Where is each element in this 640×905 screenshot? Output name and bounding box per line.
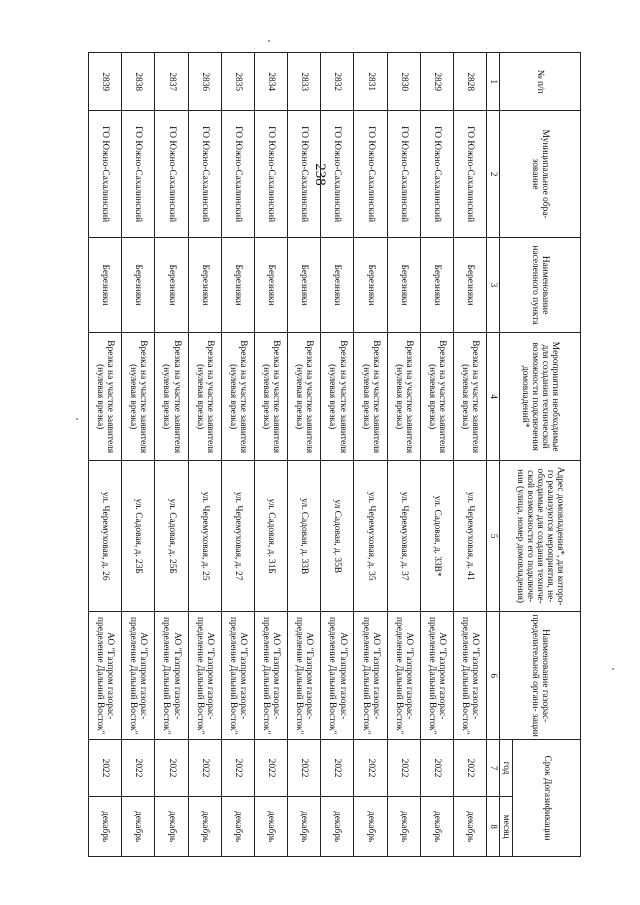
row-organization: АО "Газпром газорас- пределение Дальний Восток"	[387, 612, 420, 740]
header-deadline: Срок Догазификации	[513, 739, 581, 856]
row-number: 2834	[254, 53, 287, 111]
table-row	[188, 53, 221, 857]
row-number: 2837	[155, 53, 188, 111]
table-row	[288, 53, 321, 857]
row-year: 2022	[122, 739, 155, 796]
header-municipality: Муниципальное обра- зование	[499, 111, 580, 237]
table-row	[387, 53, 420, 857]
row-address: ул. Садовая, д. 25Б	[155, 460, 188, 611]
column-number: 2	[487, 111, 500, 237]
row-settlement: Березняки	[288, 237, 321, 333]
header-measures: Мероприятия необходимые для создания технической возможности подключения домовладений*	[499, 333, 580, 461]
column-number: 8	[487, 797, 500, 857]
row-number: 2832	[321, 53, 354, 111]
row-year: 2022	[321, 739, 354, 796]
column-number: 1	[487, 53, 500, 111]
row-settlement: Березняки	[221, 237, 254, 333]
row-address: ул. Садовая, д. 31Б	[254, 460, 287, 611]
row-municipality: ГО Южно-Сахалинский	[188, 111, 221, 237]
table-row	[155, 53, 188, 857]
column-number: 4	[487, 333, 500, 461]
row-month: декабрь	[122, 797, 155, 857]
row-municipality: ГО Южно-Сахалинский	[387, 111, 420, 237]
row-municipality: ГО Южно-Сахалинский	[453, 111, 486, 237]
page-number: 238	[311, 163, 328, 186]
row-organization: АО "Газпром газорас- пределение Дальний Восток"	[155, 612, 188, 740]
row-municipality: ГО Южно-Сахалинский	[122, 111, 155, 237]
row-year: 2022	[354, 739, 387, 796]
row-municipality: ГО Южно-Сахалинский	[288, 111, 321, 237]
row-year: 2022	[387, 739, 420, 796]
row-year: 2022	[420, 739, 453, 796]
row-address: ул. Садовая, д. 23Б	[122, 460, 155, 611]
row-settlement: Березняки	[89, 237, 122, 333]
row-year: 2022	[89, 739, 122, 796]
row-number: 2833	[288, 53, 321, 111]
row-settlement: Березняки	[453, 237, 486, 333]
row-measures: Врезка на участке заявителя (нулевая врезка)	[122, 333, 155, 461]
row-number: 2836	[188, 53, 221, 111]
row-settlement: Березняки	[188, 237, 221, 333]
row-month: декабрь	[354, 797, 387, 857]
row-month: декабрь	[89, 797, 122, 857]
row-month: декабрь	[420, 797, 453, 857]
row-month: декабрь	[453, 797, 486, 857]
row-municipality: ГО Южно-Сахалинский	[89, 111, 122, 237]
column-number: 3	[487, 237, 500, 333]
row-municipality: ГО Южно-Сахалинский	[221, 111, 254, 237]
row-address: ул. Черемуховая, д. 37	[387, 460, 420, 611]
scan-speck	[268, 40, 270, 42]
row-measures: Врезка на участке заявителя (нулевая врезка)	[89, 333, 122, 461]
row-municipality: ГО Южно-Сахалинский	[155, 111, 188, 237]
header-row	[513, 53, 581, 857]
row-number: 2835	[221, 53, 254, 111]
row-settlement: Березняки	[122, 237, 155, 333]
row-month: декабрь	[254, 797, 287, 857]
row-address: ул. Черемуховая, д. 25	[188, 460, 221, 611]
row-year: 2022	[288, 739, 321, 796]
column-number: 6	[487, 612, 500, 740]
table-row	[254, 53, 287, 857]
row-organization: АО "Газпром газорас- пределение Дальний Восток"	[122, 612, 155, 740]
row-number: 2830	[387, 53, 420, 111]
row-municipality: ГО Южно-Сахалинский	[321, 111, 354, 237]
row-year: 2022	[453, 739, 486, 796]
header-settlement: Наименование населенного пункта	[499, 237, 580, 333]
row-settlement: Березняки	[254, 237, 287, 333]
row-address: ул. Черемуховая, д. 41	[453, 460, 486, 611]
row-number: 2839	[89, 53, 122, 111]
table-row	[321, 53, 354, 857]
row-measures: Врезка на участке заявителя (нулевая врезка)	[188, 333, 221, 461]
header-nr: № п/п	[499, 53, 580, 111]
row-number: 2838	[122, 53, 155, 111]
row-address: ул. Черемуховая, д. 26	[89, 460, 122, 611]
column-number-row	[487, 53, 500, 857]
row-address: ул. Черемуховая, д. 35	[354, 460, 387, 611]
table-row	[122, 53, 155, 857]
table-row	[221, 53, 254, 857]
table-row	[420, 53, 453, 857]
row-measures: Врезка на участке заявителя (нулевая врезка)	[354, 333, 387, 461]
row-organization: АО "Газпром газорас- пределение Дальний Восток"	[254, 612, 287, 740]
scan-speck	[612, 668, 614, 670]
row-measures: Врезка на участке заявителя (нулевая врезка)	[288, 333, 321, 461]
row-address: ул. Садовая, д. 33В*	[420, 460, 453, 611]
row-organization: АО "Газпром газорас- пределение Дальний Восток"	[420, 612, 453, 740]
row-organization: АО "Газпром газорас- пределение Дальний Восток"	[321, 612, 354, 740]
row-address: ул. Черемуховая, д. 27	[221, 460, 254, 611]
row-year: 2022	[221, 739, 254, 796]
row-month: декабрь	[221, 797, 254, 857]
gasification-table	[88, 52, 581, 857]
header-address: Адрес домовладения*, для которо- го реализуются мероприятия, не- обходимые для создания техниче- ской возможности его подключе- ния (улица, номер домовладения)	[499, 460, 580, 611]
row-number: 2828	[453, 53, 486, 111]
row-organization: АО "Газпром газорас- пределение Дальний Восток"	[188, 612, 221, 740]
row-municipality: ГО Южно-Сахалинский	[254, 111, 287, 237]
row-measures: Врезка на участке заявителя (нулевая врезка)	[387, 333, 420, 461]
header-year: год	[499, 739, 512, 796]
row-organization: АО "Газпром газорас- пределение Дальний Восток"	[288, 612, 321, 740]
row-month: декабрь	[288, 797, 321, 857]
header-month: месяц	[499, 797, 512, 857]
row-measures: Врезка на участке заявителя (нулевая врезка)	[453, 333, 486, 461]
row-organization: АО "Газпром газорас- пределение Дальний Восток"	[354, 612, 387, 740]
row-year: 2022	[155, 739, 188, 796]
table-row	[89, 53, 122, 857]
row-month: декабрь	[188, 797, 221, 857]
row-organization: АО "Газпром газорас- пределение Дальний Восток"	[453, 612, 486, 740]
row-month: декабрь	[321, 797, 354, 857]
row-measures: Врезка на участке заявителя (нулевая врезка)	[321, 333, 354, 461]
row-measures: Врезка на участке заявителя (нулевая врезка)	[420, 333, 453, 461]
row-organization: АО "Газпром газорас- пределение Дальний Восток"	[221, 612, 254, 740]
column-number: 7	[487, 739, 500, 796]
column-number: 5	[487, 460, 500, 611]
row-number: 2829	[420, 53, 453, 111]
row-number: 2831	[354, 53, 387, 111]
row-month: декабрь	[387, 797, 420, 857]
row-year: 2022	[188, 739, 221, 796]
row-settlement: Березняки	[155, 237, 188, 333]
row-address: ул Садовая, д. 35В	[321, 460, 354, 611]
row-organization: АО "Газпром газорас- пределение Дальний Восток"	[89, 612, 122, 740]
row-settlement: Березняки	[354, 237, 387, 333]
row-address: ул. Садовая, д. 33В	[288, 460, 321, 611]
row-municipality: ГО Южно-Сахалинский	[354, 111, 387, 237]
row-settlement: Березняки	[420, 237, 453, 333]
row-settlement: Березняки	[321, 237, 354, 333]
row-month: декабрь	[155, 797, 188, 857]
row-municipality: ГО Южно-Сахалинский	[420, 111, 453, 237]
row-year: 2022	[254, 739, 287, 796]
row-settlement: Березняки	[387, 237, 420, 333]
table-body	[89, 53, 487, 857]
scan-speck	[76, 418, 78, 420]
row-measures: Врезка на участке заявителя (нулевая врезка)	[254, 333, 287, 461]
row-measures: Врезка на участке заявителя (нулевая врезка)	[221, 333, 254, 461]
header-organization: Наименование газорас- пределительной органи- зации	[499, 612, 580, 740]
table-row	[453, 53, 486, 857]
table-row	[354, 53, 387, 857]
row-measures: Врезка на участке заявителя (нулевая врезка)	[155, 333, 188, 461]
